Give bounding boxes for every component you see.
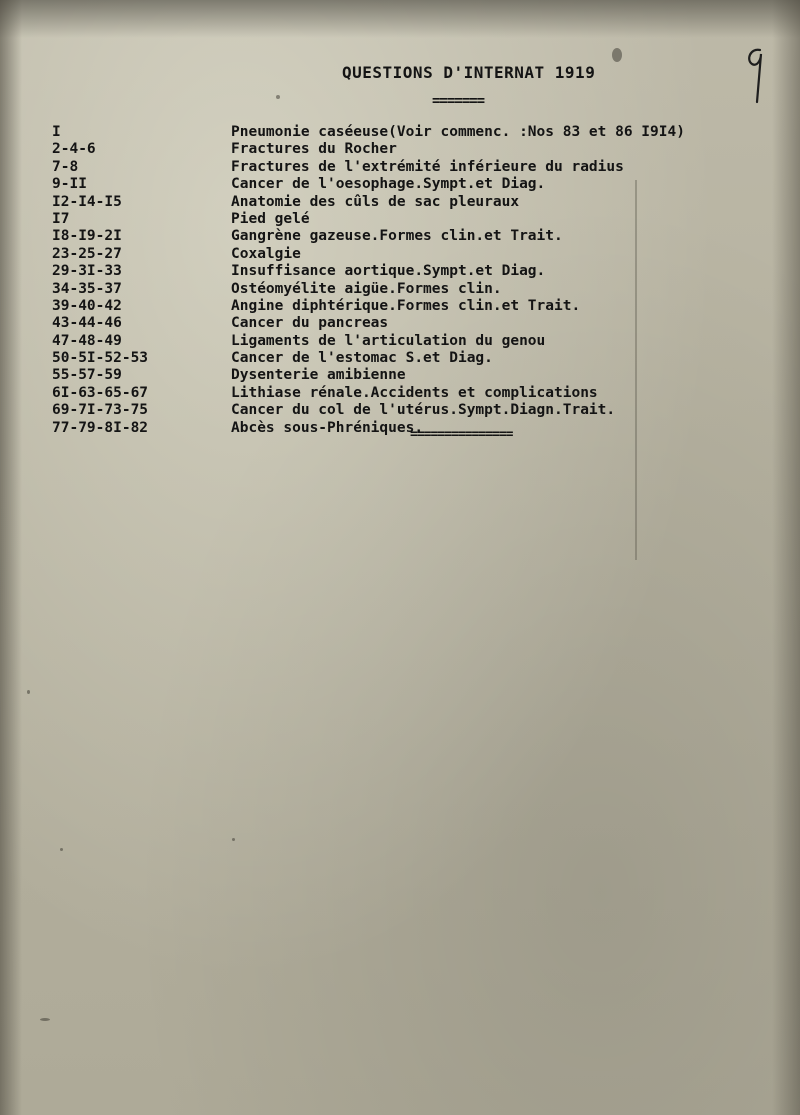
paper-speck bbox=[60, 848, 63, 851]
question-row bbox=[0, 385, 800, 402]
paper-speck bbox=[40, 1018, 50, 1021]
question-numbers: 7-8 bbox=[52, 158, 79, 175]
question-numbers: 43-44-46 bbox=[52, 315, 122, 332]
question-numbers: 55-57-59 bbox=[52, 367, 122, 384]
question-row bbox=[0, 350, 800, 367]
question-row bbox=[0, 124, 800, 141]
paper-speck bbox=[232, 838, 235, 841]
question-row bbox=[0, 367, 800, 384]
question-numbers: 47-48-49 bbox=[52, 332, 122, 349]
question-numbers: 77-79-8I-82 bbox=[52, 419, 149, 436]
question-topic: Coxalgie bbox=[231, 245, 301, 262]
question-topic: Cancer du col de l'utérus.Sympt.Diagn.Trait. bbox=[231, 402, 616, 419]
question-topic: Ostéomyélite aigüe.Formes clin. bbox=[231, 280, 502, 297]
question-row bbox=[0, 420, 800, 437]
question-row bbox=[0, 194, 800, 211]
question-topic: Dysenterie amibienne bbox=[231, 367, 406, 384]
question-topic: Insuffisance aortique.Sympt.et Diag. bbox=[231, 263, 546, 280]
question-topic: Angine diphtérique.Formes clin.et Trait. bbox=[231, 297, 581, 314]
question-row bbox=[0, 141, 800, 158]
question-row bbox=[0, 246, 800, 263]
question-numbers: 69-7I-73-75 bbox=[52, 402, 149, 419]
handwritten-page-number bbox=[742, 44, 768, 106]
handwritten-page-number-glyph bbox=[742, 44, 768, 106]
question-row bbox=[0, 281, 800, 298]
document-title: QUESTIONS D'INTERNAT 1919 bbox=[342, 63, 596, 82]
question-numbers: 50-5I-52-53 bbox=[52, 350, 149, 367]
question-row bbox=[0, 333, 800, 350]
question-numbers: 9-II bbox=[52, 176, 87, 193]
paper-speck bbox=[612, 48, 622, 62]
question-row bbox=[0, 298, 800, 315]
question-topic: Cancer de l'estomac S.et Diag. bbox=[231, 350, 493, 367]
page-edge-shadow-top bbox=[0, 0, 800, 38]
paper-speck bbox=[27, 690, 30, 694]
question-row bbox=[0, 228, 800, 245]
question-topic: Lithiase rénale.Accidents et complications bbox=[231, 384, 598, 401]
question-numbers: I8-I9-2I bbox=[52, 228, 122, 245]
question-numbers: 34-35-37 bbox=[52, 280, 122, 297]
question-topic: Ligaments de l'articulation du genou bbox=[231, 332, 546, 349]
question-row bbox=[0, 315, 800, 332]
question-numbers: 2-4-6 bbox=[52, 141, 96, 158]
question-numbers: I7 bbox=[52, 210, 70, 227]
paper-speck bbox=[276, 95, 280, 99]
question-numbers: 39-40-42 bbox=[52, 297, 122, 314]
question-numbers: 6I-63-65-67 bbox=[52, 384, 149, 401]
question-row bbox=[0, 402, 800, 419]
question-topic: Gangrène gazeuse.Formes clin.et Trait. bbox=[231, 228, 563, 245]
question-topic: Pied gelé bbox=[231, 210, 310, 227]
question-topic: Fractures du Rocher bbox=[231, 141, 397, 158]
question-topic: Cancer du pancreas bbox=[231, 315, 389, 332]
question-numbers: 29-3I-33 bbox=[52, 263, 122, 280]
question-numbers: 23-25-27 bbox=[52, 245, 122, 262]
question-topic: Pneumonie caséeuse(Voir commenc. :Nos 83 et 86 I9I4) bbox=[231, 124, 685, 140]
closing-rule: =============== bbox=[410, 427, 513, 442]
question-topic: Anatomie des cûls de sac pleuraux bbox=[231, 193, 520, 210]
question-numbers: I bbox=[52, 124, 61, 140]
question-numbers: I2-I4-I5 bbox=[52, 193, 122, 210]
questions-list bbox=[0, 124, 800, 437]
title-underline-rule: ======= bbox=[432, 93, 485, 109]
question-topic: Cancer de l'oesophage.Sympt.et Diag. bbox=[231, 176, 546, 193]
question-row bbox=[0, 159, 800, 176]
question-row bbox=[0, 263, 800, 280]
question-topic: Abcès sous-Phréniques. bbox=[231, 419, 424, 436]
question-topic: Fractures de l'extrémité inférieure du radius bbox=[231, 158, 624, 175]
question-row bbox=[0, 176, 800, 193]
question-row bbox=[0, 211, 800, 228]
